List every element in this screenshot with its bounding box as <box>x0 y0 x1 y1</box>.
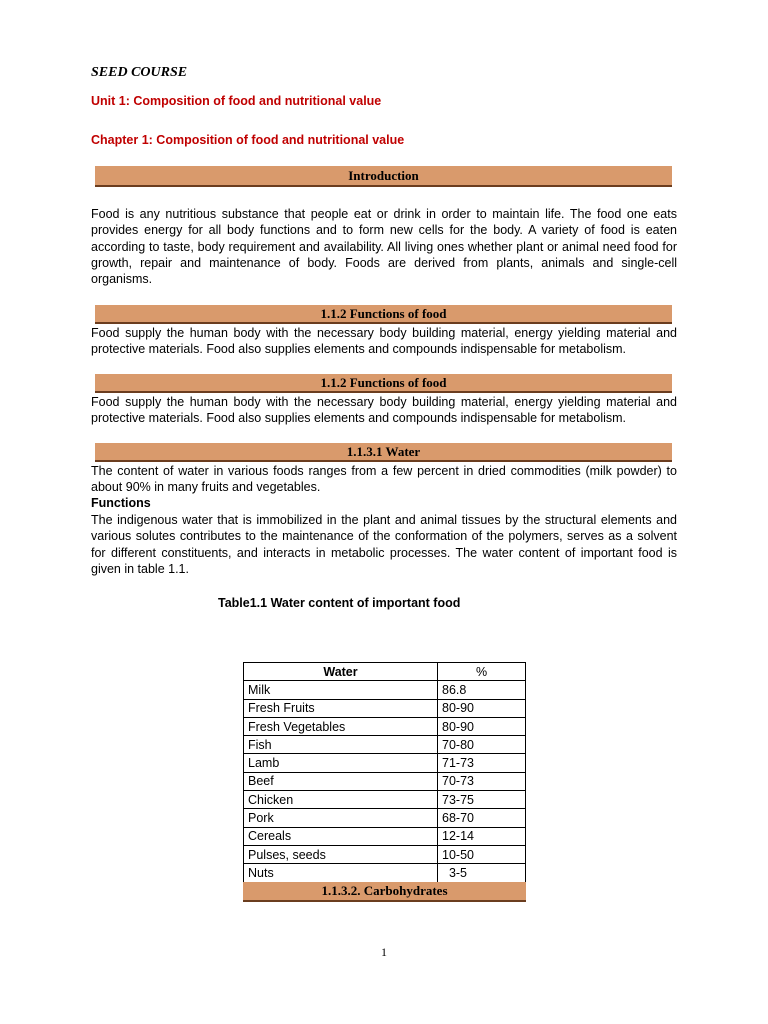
functions-paragraph-1: Food supply the human body with the necessary body building material, energy yielding material and protective materials. Food also supplies elements and compounds indispensable for metabolism. <box>91 326 677 357</box>
table-header-row <box>244 663 526 681</box>
food-name-cell: Fresh Vegetables <box>244 717 438 735</box>
functions-heading-2: 1.1.2 Functions of food <box>95 374 672 393</box>
water-percent-cell: 12-14 <box>438 827 526 845</box>
food-name-cell: Lamb <box>244 754 438 772</box>
introduction-paragraph: Food is any nutritious substance that people eat or drink in order to maintain life. The food one eats provides energy for all body functions and to form new cells for the body. A variety of food is eaten according to taste, body requirement and availability. All living ones whether plant or animal need food for growth, repair and maintenance of body. Foods are derived from plants, animals and single-cell organisms. <box>91 207 677 287</box>
table-row <box>244 717 526 735</box>
table-header-water: Water <box>244 663 438 681</box>
table-row <box>244 809 526 827</box>
functions-label: Functions <box>91 496 151 510</box>
water-percent-cell: 70-80 <box>438 736 526 754</box>
water-percent-cell: 73-75 <box>438 791 526 809</box>
water-percent-cell: 3-5 <box>438 864 526 882</box>
table-caption: Table1.1 Water content of important food <box>218 596 461 610</box>
functions-paragraph-2: Food supply the human body with the necessary body building material, energy yielding material and protective materials. Food also supplies elements and compounds indispensable for metabolism. <box>91 395 677 426</box>
course-title: SEED COURSE <box>91 65 188 80</box>
functions-heading-1: 1.1.2 Functions of food <box>95 305 672 324</box>
food-name-cell: Nuts <box>244 864 438 882</box>
food-name-cell: Milk <box>244 681 438 699</box>
table-row <box>244 772 526 790</box>
table-row <box>244 736 526 754</box>
carbohydrates-heading: 1.1.3.2. Carbohydrates <box>243 882 526 902</box>
water-percent-cell: 80-90 <box>438 699 526 717</box>
water-percent-cell: 71-73 <box>438 754 526 772</box>
water-heading: 1.1.3.1 Water <box>95 443 672 462</box>
food-name-cell: Beef <box>244 772 438 790</box>
food-name-cell: Pulses, seeds <box>244 845 438 863</box>
water-percent-cell: 10-50 <box>438 845 526 863</box>
table-row <box>244 845 526 863</box>
introduction-heading: Introduction <box>95 166 672 187</box>
unit-title: Unit 1: Composition of food and nutritional value <box>91 94 382 108</box>
table-row <box>244 864 526 882</box>
water-percent-cell: 68-70 <box>438 809 526 827</box>
table-row <box>244 681 526 699</box>
water-percent-cell: 80-90 <box>438 717 526 735</box>
table-row <box>244 791 526 809</box>
table-row <box>244 754 526 772</box>
food-name-cell: Pork <box>244 809 438 827</box>
table-header-percent: % <box>438 663 526 681</box>
water-content-table <box>243 662 526 883</box>
food-name-cell: Chicken <box>244 791 438 809</box>
table-row <box>244 827 526 845</box>
page-number: 1 <box>381 945 387 959</box>
water-paragraph: The content of water in various foods ranges from a few percent in dried commodities (milk powder) to about 90% in many fruits and vegetables. <box>91 464 677 495</box>
water-percent-cell: 86.8 <box>438 681 526 699</box>
water-functions-paragraph: The indigenous water that is immobilized in the plant and animal tissues by the structural elements and various solutes contributes to the maintenance of the conformation of the polymers, serves as a solvent for different constituents, and interacts in metabolic processes. The water content of important food is given in table 1.1. <box>91 513 677 576</box>
food-name-cell: Fresh Fruits <box>244 699 438 717</box>
food-name-cell: Cereals <box>244 827 438 845</box>
chapter-title: Chapter 1: Composition of food and nutritional value <box>91 133 405 147</box>
food-name-cell: Fish <box>244 736 438 754</box>
table-row <box>244 699 526 717</box>
water-percent-cell: 70-73 <box>438 772 526 790</box>
